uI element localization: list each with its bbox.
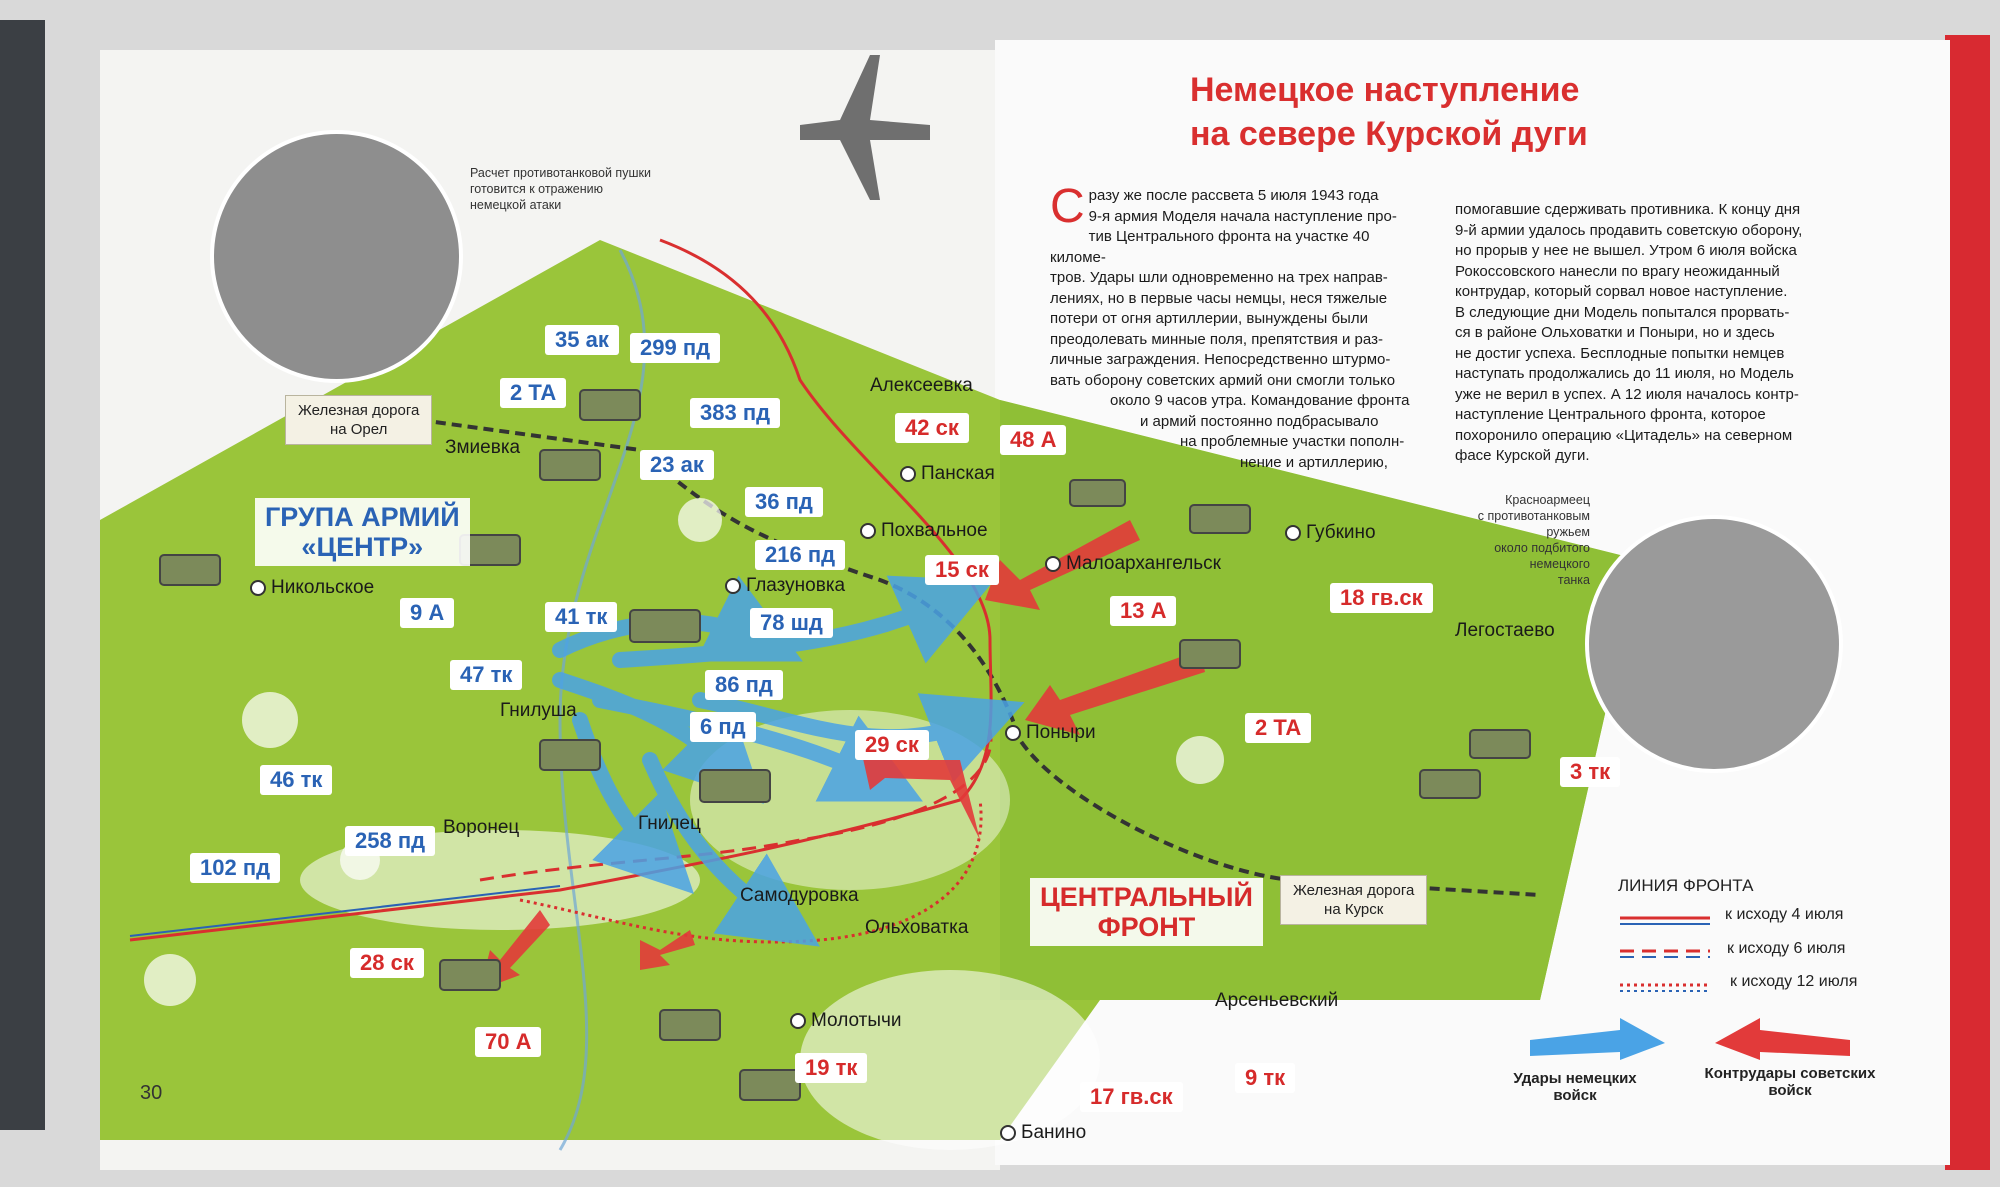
- unit-label-german: 86 пд: [705, 670, 783, 700]
- unit-label-german: 23 ак: [640, 450, 714, 480]
- place-gnilusha: Гнилуша: [500, 700, 577, 721]
- place-zmievka: Змиевка: [445, 437, 521, 458]
- place-banino: Банино: [1000, 1122, 1086, 1144]
- unit-label-german: 299 пд: [630, 333, 720, 363]
- unit-label-german: 9 А: [400, 598, 454, 628]
- unit-label-german: 258 пд: [345, 826, 435, 856]
- place-legostaevo: Легостаево: [1455, 620, 1555, 641]
- photo-red-army-soldier: [1585, 515, 1843, 773]
- unit-label-german: 6 пд: [690, 712, 756, 742]
- railway-kursk-label: Железная дорога на Курск: [1280, 875, 1427, 925]
- unit-label-soviet: 15 ск: [925, 555, 999, 585]
- place-glazunovka: Глазуновка: [725, 575, 845, 597]
- place-nikolskoe: Никольское: [250, 577, 374, 599]
- unit-label-german: 216 пд: [755, 540, 845, 570]
- unit-label-soviet: 17 гв.ск: [1080, 1082, 1183, 1112]
- place-olkhovatka: Ольховатка: [865, 917, 969, 938]
- unit-label-soviet: 48 А: [1000, 425, 1066, 455]
- place-molotychi: Молотычи: [790, 1010, 902, 1032]
- legend-line-july12: к исходу 12 июля: [1730, 973, 1858, 990]
- central-front-label: ЦЕНТРАЛЬНЫЙ ФРОНТ: [1030, 878, 1263, 946]
- unit-label-soviet: 9 тк: [1235, 1063, 1295, 1093]
- unit-label-german: 46 тк: [260, 765, 332, 795]
- unit-label-german: 383 пд: [690, 398, 780, 428]
- unit-label-soviet: 13 А: [1110, 596, 1176, 626]
- caption-photo2: Красноармеец с противотанковым ружьем около подбитого немецкого танка: [1477, 493, 1590, 587]
- place-alekseevka: Алексеевка: [870, 375, 973, 396]
- unit-label-german: 41 тк: [545, 602, 617, 632]
- unit-label-german: 35 ак: [545, 325, 619, 355]
- unit-label-soviet: 42 ск: [895, 413, 969, 443]
- place-arsenevsky: Арсеньевский: [1215, 990, 1339, 1011]
- legend-line-july4: к исходу 4 июля: [1725, 906, 1844, 923]
- unit-label-soviet: 28 ск: [350, 948, 424, 978]
- body-column-2: помогавшие сдерживать противника. К концу дня 9-й армии удалось продавить советскую оборону, но прорыв у нее не вышел. Утром 6 июля войска Рокоссовского нанесли по врагу неожиданный контрудар, который сорвал новое наступление. В следующие дни Модель попытался прорвать- ся в районе Ольховатки и Поныри, но и здесь не достиг успеха. Бесплодные попытки немцев наступать продолжались до 11 июля, но Модель уже не верил в успех. А 12 июля началось контр- наступление Центрального фронта, которое похоронило операцию «Цитадель» на северном фасе Курской дуги.: [1455, 201, 1803, 464]
- unit-label-german: 78 шд: [750, 608, 833, 638]
- place-voronets: Воронец: [443, 817, 520, 838]
- legend-title: ЛИНИЯ ФРОНТА: [1618, 876, 1754, 895]
- body-column-1: С разу же после рассвета 5 июля 1943 года 9-я армия Моделя начала наступление про- тив Центрального фронта на участке 40 киломе- тров. Удары шли одновременно на трех направ- лениях, но в первые часы немцы, неся тяжелые потери от огня артиллерии, вынуждены были преодолевать минные поля, препятствия и раз- личные заграждения. Непосредственно штурмо- вать оборону советских армий они смогли только около 9 часов утра. Командование фронта и армий постоянно подбрасывало на проблемные участки пополн- нение и артиллерию,: [1050, 180, 1410, 471]
- place-gubkino: Губкино: [1285, 522, 1376, 544]
- legend-german-strikes: Удары немецких войск: [1513, 1070, 1637, 1104]
- legend-line-july6: к исходу 6 июля: [1727, 940, 1846, 957]
- place-pokhvalnoe: Похвальное: [860, 520, 988, 542]
- unit-label-soviet: 2 ТА: [1245, 713, 1311, 743]
- page-number: 30: [140, 1082, 163, 1104]
- place-samodurovka: Самодуровка: [740, 885, 859, 906]
- legend-soviet-strikes: Контрудары советских войск: [1704, 1065, 1876, 1099]
- unit-label-soviet: 29 ск: [855, 730, 929, 760]
- army-group-center-label: ГРУПА АРМИЙ «ЦЕНТР»: [255, 498, 470, 566]
- unit-label-soviet: 70 А: [475, 1027, 541, 1057]
- aircraft-icon: [800, 55, 930, 200]
- place-ponyri: Поныри: [1005, 722, 1096, 744]
- unit-label-soviet: 18 гв.ск: [1330, 583, 1433, 613]
- place-panskaya: Панская: [900, 463, 995, 485]
- page-title: Немецкое наступление на севере Курской дуги: [1190, 71, 1588, 153]
- place-maloarkhangelsk: Малоархангельск: [1045, 553, 1221, 575]
- unit-label-german: 47 тк: [450, 660, 522, 690]
- railway-orel-label: Железная дорога на Орел: [285, 395, 432, 445]
- unit-label-german: 36 пд: [745, 487, 823, 517]
- place-gnilets: Гнилец: [638, 813, 701, 834]
- caption-photo1: Расчет противотанковой пушки готовится к отражению немецкой атаки: [470, 166, 651, 212]
- unit-label-soviet: 19 тк: [795, 1053, 867, 1083]
- unit-label-soviet: 3 тк: [1560, 757, 1620, 787]
- dropcap: С: [1050, 180, 1085, 233]
- photo-antitank-gun: [210, 130, 463, 383]
- unit-label-german: 102 пд: [190, 853, 280, 883]
- unit-label-german: 2 ТА: [500, 378, 566, 408]
